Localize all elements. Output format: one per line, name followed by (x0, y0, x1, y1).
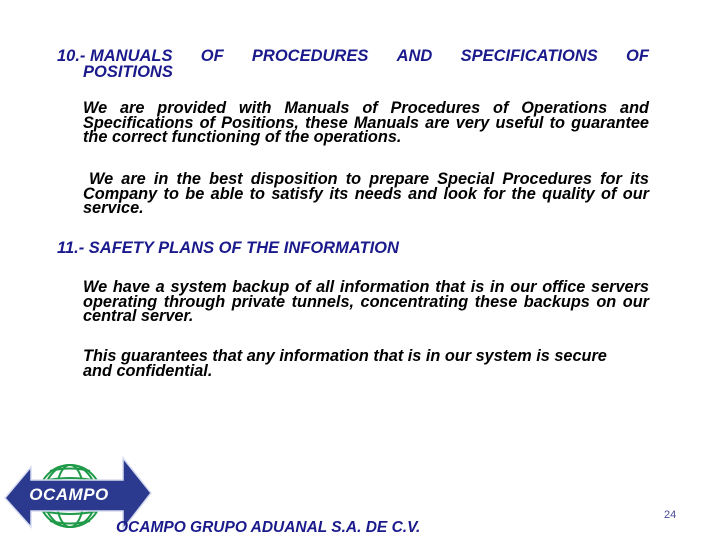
section-10-heading (57, 48, 649, 80)
section-11-paragraph-2: This guarantees that any information that is in our system is secure and confidential. (83, 347, 607, 380)
section-10-heading-line1 (57, 48, 649, 64)
page-number: 24 (664, 509, 677, 521)
heading-word: AND (396, 47, 433, 65)
heading-word: OF (200, 47, 224, 65)
section-10-heading-line2: POSITIONS (83, 63, 173, 81)
section-11-paragraph-1: We have a system backup of all information that is in our office servers operating through private tunnels, concentrating these backups on our central server. (83, 278, 649, 325)
heading-word: 10.- MANUALS (57, 47, 173, 65)
section-10-paragraph-1: We are provided with Manuals of Procedures of Operations and Specifications of Positions, these Manuals are very useful to guarantee the correct functioning of the operations. (83, 99, 649, 146)
company-name: OCAMPO GRUPO ADUANAL S.A. DE C.V. (116, 519, 421, 536)
logo-text: OCAMPO (29, 485, 109, 504)
section-10-paragraph-2: We are in the best disposition to prepare Special Procedures for its Company to be able to satisfy its needs and look for the quality of our service. (83, 170, 649, 217)
heading-word: PROCEDURES (251, 47, 369, 65)
heading-word: SPECIFICATIONS (460, 47, 598, 65)
section-11-heading: 11.- SAFETY PLANS OF THE INFORMATION (57, 239, 399, 257)
heading-word: OF (626, 47, 649, 65)
